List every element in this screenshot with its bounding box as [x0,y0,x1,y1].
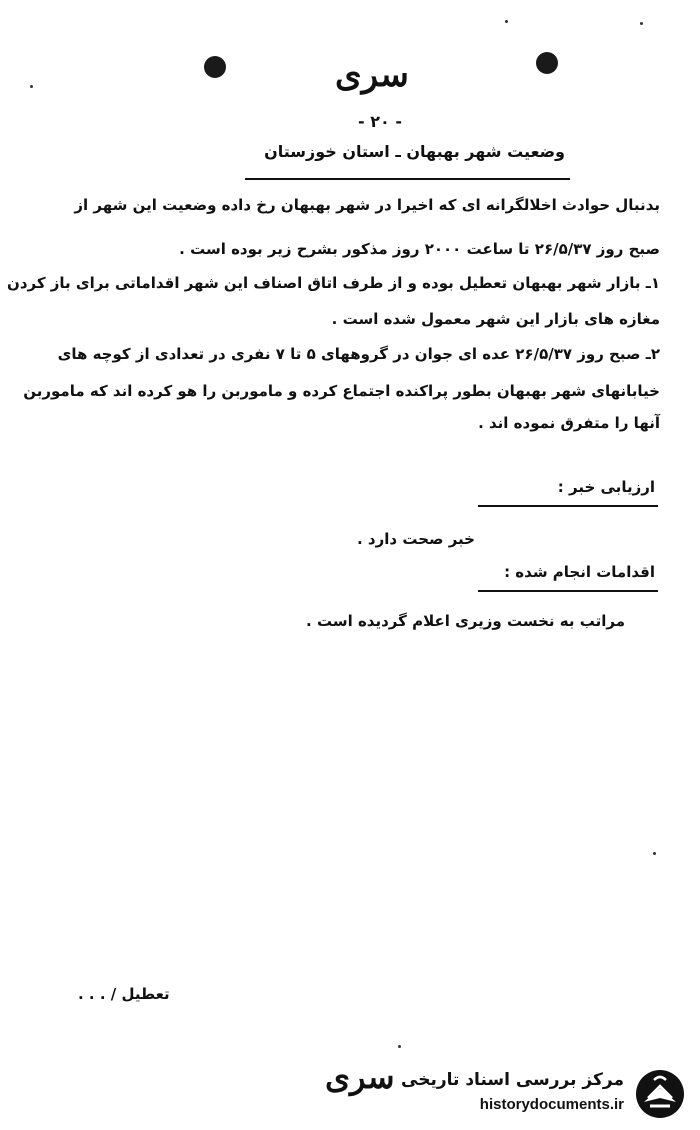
footer-reference: تعطیل / . . . [78,985,170,1003]
classification-stamp-bottom: سری [325,1058,395,1096]
ink-speck [653,852,656,855]
page-number: - ۲۰ - [358,112,402,131]
ink-speck [640,22,643,25]
subject-underline [245,178,570,180]
classification-stamp-top: سری [335,55,409,95]
assessment-heading: ارزیابی خبر : [557,478,655,496]
ink-speck [30,85,33,88]
intro-line-2: صبح روز ۲۶/۵/۳۷ تا ساعت ۲۰۰۰ روز مذکور بشرح زیر بوده است . [179,240,660,258]
item-2-line-1: ۲ـ صبح روز ۲۶/۵/۳۷ عده ای جوان در گروههای ۵ تا ۷ نفری در تعدادی از کوچه های [57,345,660,363]
item-1-line-1: ۱ـ بازار شهر بهبهان تعطیل بوده و از طرف اتاق اصناف این شهر اقداماتی برای باز کردن [7,274,660,292]
item-2-line-2: خیابانهای شهر بهبهان بطور پراکنده اجتماع کرده و ماموربن را هو کرده اند که ماموربن [23,382,660,400]
assessment-text: خبر صحت دارد . [357,530,475,548]
book-emblem-icon [632,1068,688,1120]
actions-text: مراتب به نخست وزیری اعلام گردیده است . [306,612,625,630]
ink-speck [398,1045,401,1048]
assessment-underline [478,505,658,507]
watermark [401,1066,692,1122]
intro-line-1: بدنبال حوادث اخلالگرانه ای که اخیرا در شهر بهبهان رخ داده وضعیت این شهر از [74,196,660,214]
item-1-line-2: مغازه های بازار این شهر معمول شده است . [331,310,660,328]
actions-heading: اقدامات انجام شده : [504,563,655,581]
punch-hole-left [204,56,226,78]
watermark-site: historydocuments.ir [479,1096,624,1113]
punch-hole-right [536,52,558,74]
ink-speck [505,20,508,23]
item-2-line-3: آنها را متفرق نموده اند . [478,414,660,432]
watermark-org-name: مرکز بررسی اسناد تاریخی [401,1070,624,1090]
subject-title: وضعیت شهر بهبهان ـ استان خوزستان [264,142,565,161]
actions-underline [478,590,658,592]
